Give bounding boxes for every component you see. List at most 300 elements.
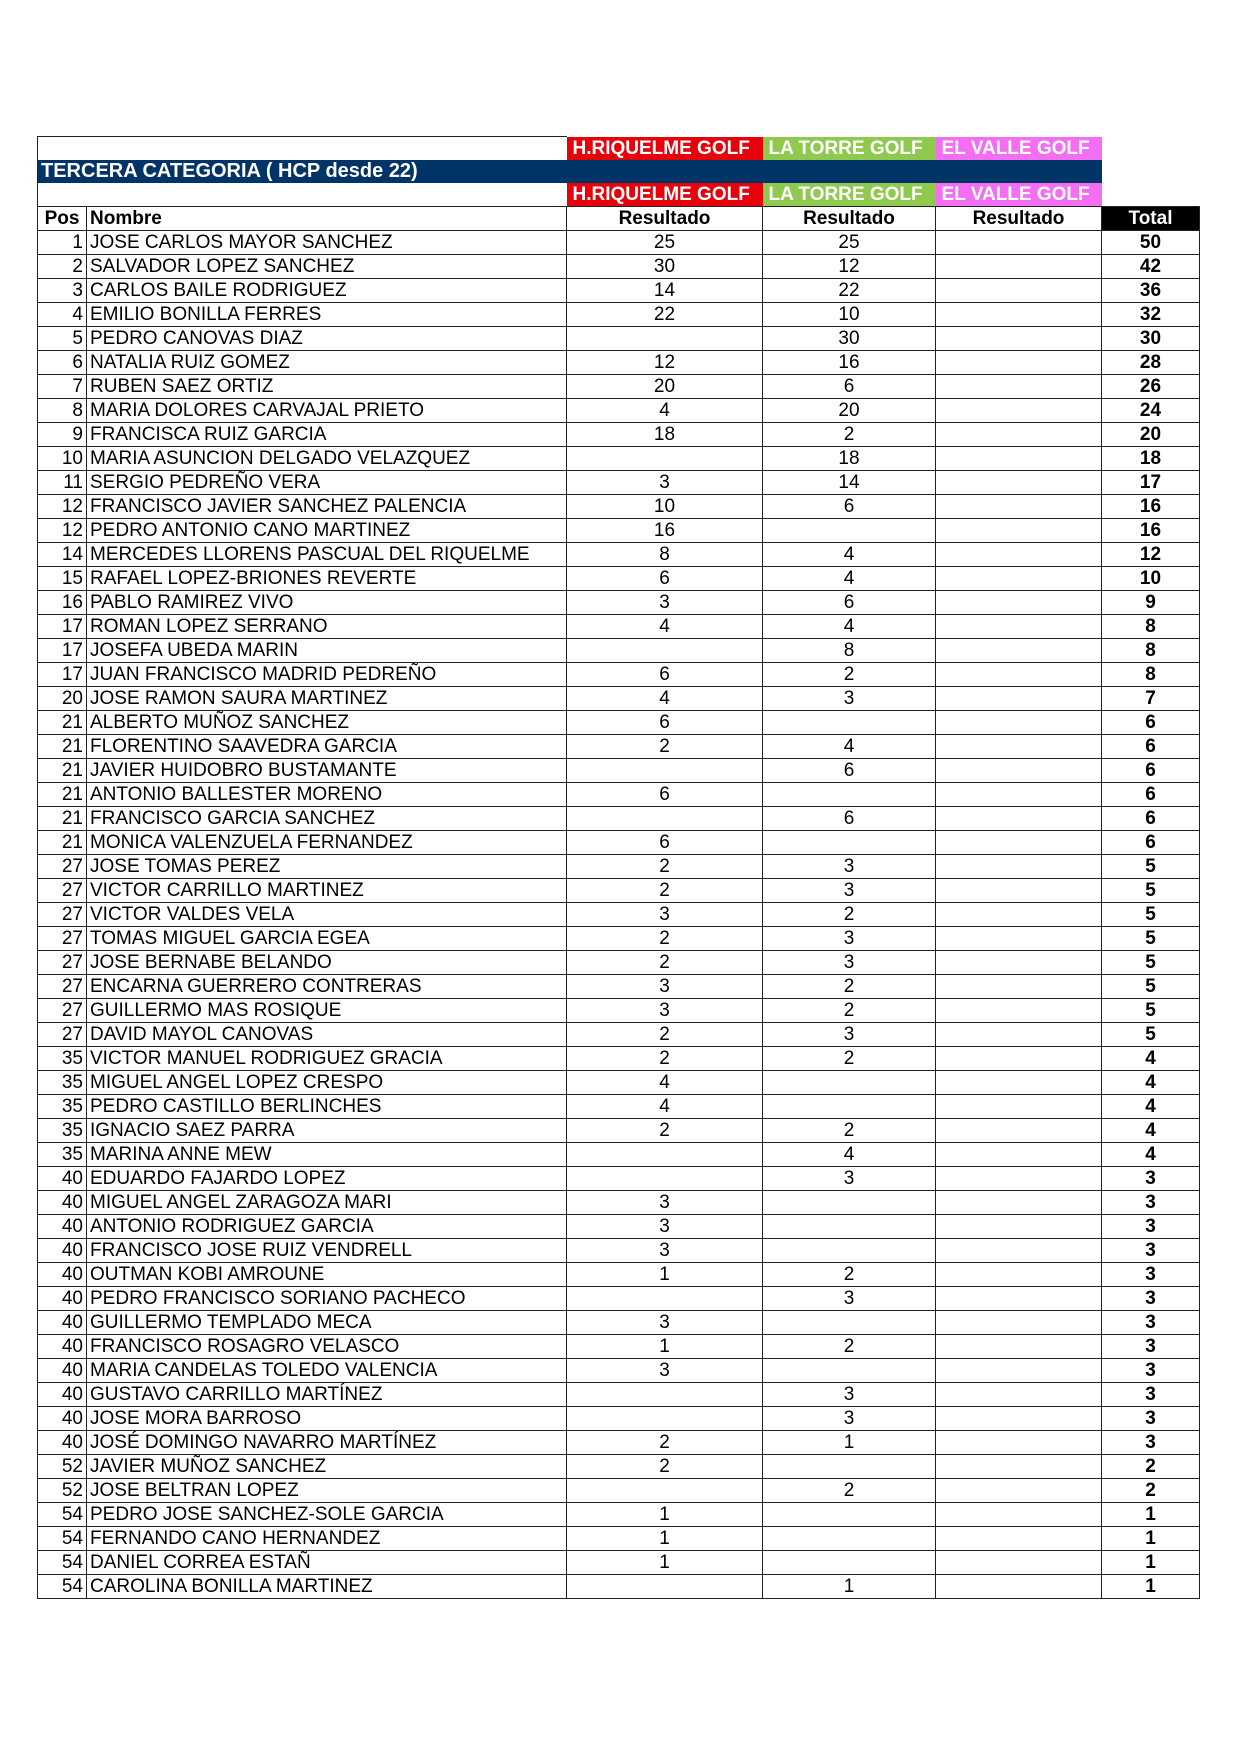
- total-cell: 30: [1102, 326, 1200, 350]
- result-la-torre-cell: 3: [763, 950, 936, 974]
- title-fill: [936, 160, 1102, 183]
- table-row: [38, 254, 1200, 278]
- player-name-cell: FRANCISCO ROSAGRO VELASCO: [87, 1334, 567, 1358]
- result-la-torre-cell: 3: [763, 854, 936, 878]
- player-name-cell: FRANCISCO JAVIER SANCHEZ PALENCIA: [87, 494, 567, 518]
- result-la-torre-cell: [763, 1238, 936, 1262]
- position-cell: 40: [38, 1430, 87, 1454]
- total-cell: 4: [1102, 1142, 1200, 1166]
- result-riquelme-cell: [567, 326, 763, 350]
- total-cell: 5: [1102, 950, 1200, 974]
- player-name-cell: FRANCISCO JOSE RUIZ VENDRELL: [87, 1238, 567, 1262]
- result-la-torre-cell: [763, 830, 936, 854]
- player-name-cell: ROMAN LOPEZ SERRANO: [87, 614, 567, 638]
- header-pos: Pos: [38, 206, 87, 230]
- result-la-torre-cell: 6: [763, 806, 936, 830]
- total-cell: 3: [1102, 1214, 1200, 1238]
- total-cell: 3: [1102, 1190, 1200, 1214]
- result-el-valle-cell: [936, 1550, 1102, 1574]
- blank-cell: [38, 137, 87, 160]
- result-riquelme-cell: 25: [567, 230, 763, 254]
- title-fill: [763, 160, 936, 183]
- table-row: [38, 782, 1200, 806]
- position-cell: 35: [38, 1046, 87, 1070]
- total-cell: 1: [1102, 1526, 1200, 1550]
- position-cell: 21: [38, 782, 87, 806]
- position-cell: 27: [38, 878, 87, 902]
- player-name-cell: PEDRO ANTONIO CANO MARTINEZ: [87, 518, 567, 542]
- result-el-valle-cell: [936, 302, 1102, 326]
- table-row: [38, 422, 1200, 446]
- total-cell: 3: [1102, 1238, 1200, 1262]
- position-cell: 21: [38, 830, 87, 854]
- result-riquelme-cell: [567, 1406, 763, 1430]
- result-el-valle-cell: [936, 758, 1102, 782]
- total-cell: 3: [1102, 1166, 1200, 1190]
- club-subheader-row: [38, 183, 1200, 207]
- standings-table: [37, 136, 1200, 1599]
- result-la-torre-cell: 8: [763, 638, 936, 662]
- table-row: [38, 638, 1200, 662]
- player-name-cell: FERNANDO CANO HERNANDEZ: [87, 1526, 567, 1550]
- player-name-cell: ALBERTO MUÑOZ SANCHEZ: [87, 710, 567, 734]
- position-cell: 12: [38, 518, 87, 542]
- result-riquelme-cell: 1: [567, 1502, 763, 1526]
- position-cell: 52: [38, 1478, 87, 1502]
- result-el-valle-cell: [936, 1574, 1102, 1598]
- table-row: [38, 1334, 1200, 1358]
- total-cell: 50: [1102, 230, 1200, 254]
- result-la-torre-cell: [763, 518, 936, 542]
- result-la-torre-cell: 4: [763, 734, 936, 758]
- position-cell: 11: [38, 470, 87, 494]
- total-cell: 20: [1102, 422, 1200, 446]
- player-name-cell: SERGIO PEDREÑO VERA: [87, 470, 567, 494]
- result-riquelme-cell: 4: [567, 1094, 763, 1118]
- table-row: [38, 302, 1200, 326]
- player-name-cell: JOSE BERNABE BELANDO: [87, 950, 567, 974]
- result-la-torre-cell: 3: [763, 1166, 936, 1190]
- position-cell: 21: [38, 806, 87, 830]
- player-name-cell: CAROLINA BONILLA MARTINEZ: [87, 1574, 567, 1598]
- result-riquelme-cell: 3: [567, 998, 763, 1022]
- result-riquelme-cell: 4: [567, 1070, 763, 1094]
- total-cell: 4: [1102, 1094, 1200, 1118]
- table-row: [38, 446, 1200, 470]
- result-el-valle-cell: [936, 254, 1102, 278]
- result-el-valle-cell: [936, 1454, 1102, 1478]
- result-el-valle-cell: [936, 1502, 1102, 1526]
- result-la-torre-cell: 20: [763, 398, 936, 422]
- result-el-valle-cell: [936, 974, 1102, 998]
- result-riquelme-cell: 8: [567, 542, 763, 566]
- result-la-torre-cell: 30: [763, 326, 936, 350]
- position-cell: 17: [38, 638, 87, 662]
- table-row: [38, 1454, 1200, 1478]
- result-riquelme-cell: [567, 1478, 763, 1502]
- table-row: [38, 1502, 1200, 1526]
- table-row: [38, 398, 1200, 422]
- result-la-torre-cell: [763, 1358, 936, 1382]
- player-name-cell: CARLOS BAILE RODRIGUEZ: [87, 278, 567, 302]
- table-row: [38, 1238, 1200, 1262]
- position-cell: 15: [38, 566, 87, 590]
- header-result-riquelme: Resultado: [567, 206, 763, 230]
- table-row: [38, 878, 1200, 902]
- result-la-torre-cell: 3: [763, 1406, 936, 1430]
- result-riquelme-cell: 30: [567, 254, 763, 278]
- result-la-torre-cell: 2: [763, 1046, 936, 1070]
- blank-cell: [1102, 160, 1200, 183]
- result-el-valle-cell: [936, 518, 1102, 542]
- result-la-torre-cell: 12: [763, 254, 936, 278]
- position-cell: 27: [38, 1022, 87, 1046]
- result-la-torre-cell: 3: [763, 1022, 936, 1046]
- total-cell: 7: [1102, 686, 1200, 710]
- player-name-cell: JOSE RAMON SAURA MARTINEZ: [87, 686, 567, 710]
- result-riquelme-cell: 1: [567, 1526, 763, 1550]
- position-cell: 5: [38, 326, 87, 350]
- total-cell: 16: [1102, 494, 1200, 518]
- position-cell: 40: [38, 1214, 87, 1238]
- header-result-la-torre: Resultado: [763, 206, 936, 230]
- position-cell: 40: [38, 1382, 87, 1406]
- result-la-torre-cell: 6: [763, 374, 936, 398]
- result-la-torre-cell: 2: [763, 1334, 936, 1358]
- table-row: [38, 1358, 1200, 1382]
- player-name-cell: EDUARDO FAJARDO LOPEZ: [87, 1166, 567, 1190]
- table-row: [38, 494, 1200, 518]
- result-la-torre-cell: [763, 782, 936, 806]
- total-cell: 3: [1102, 1382, 1200, 1406]
- result-la-torre-cell: 6: [763, 758, 936, 782]
- player-name-cell: ENCARNA GUERRERO CONTRERAS: [87, 974, 567, 998]
- player-name-cell: TOMAS MIGUEL GARCIA EGEA: [87, 926, 567, 950]
- table-row: [38, 1190, 1200, 1214]
- table-row: [38, 854, 1200, 878]
- total-cell: 16: [1102, 518, 1200, 542]
- result-el-valle-cell: [936, 998, 1102, 1022]
- result-riquelme-cell: 3: [567, 1190, 763, 1214]
- result-la-torre-cell: [763, 1454, 936, 1478]
- result-el-valle-cell: [936, 326, 1102, 350]
- total-cell: 2: [1102, 1478, 1200, 1502]
- result-riquelme-cell: 2: [567, 1118, 763, 1142]
- position-cell: 3: [38, 278, 87, 302]
- total-cell: 8: [1102, 662, 1200, 686]
- position-cell: 40: [38, 1406, 87, 1430]
- table-row: [38, 950, 1200, 974]
- position-cell: 27: [38, 974, 87, 998]
- player-name-cell: FRANCISCA RUIZ GARCIA: [87, 422, 567, 446]
- result-riquelme-cell: 22: [567, 302, 763, 326]
- table-row: [38, 1094, 1200, 1118]
- result-riquelme-cell: 3: [567, 470, 763, 494]
- total-cell: 4: [1102, 1118, 1200, 1142]
- result-la-torre-cell: 2: [763, 662, 936, 686]
- total-cell: 9: [1102, 590, 1200, 614]
- table-row: [38, 1262, 1200, 1286]
- position-cell: 35: [38, 1118, 87, 1142]
- table-row: [38, 1478, 1200, 1502]
- position-cell: 21: [38, 710, 87, 734]
- category-title: TERCERA CATEGORIA ( HCP desde 22): [38, 160, 567, 183]
- player-name-cell: MONICA VALENZUELA FERNANDEZ: [87, 830, 567, 854]
- result-la-torre-cell: 25: [763, 230, 936, 254]
- table-row: [38, 1310, 1200, 1334]
- result-la-torre-cell: [763, 710, 936, 734]
- result-riquelme-cell: 2: [567, 1046, 763, 1070]
- table-row: [38, 758, 1200, 782]
- total-cell: 42: [1102, 254, 1200, 278]
- result-riquelme-cell: [567, 758, 763, 782]
- player-name-cell: JAVIER MUÑOZ SANCHEZ: [87, 1454, 567, 1478]
- result-el-valle-cell: [936, 1262, 1102, 1286]
- result-la-torre-cell: [763, 1526, 936, 1550]
- position-cell: 27: [38, 926, 87, 950]
- table-row: [38, 1214, 1200, 1238]
- player-name-cell: EMILIO BONILLA FERRES: [87, 302, 567, 326]
- standings-sheet: [37, 136, 1200, 1599]
- club-label-el-valle: EL VALLE GOLF: [936, 137, 1102, 160]
- result-riquelme-cell: 2: [567, 878, 763, 902]
- total-cell: 3: [1102, 1358, 1200, 1382]
- result-riquelme-cell: [567, 1382, 763, 1406]
- player-name-cell: VICTOR CARRILLO MARTINEZ: [87, 878, 567, 902]
- position-cell: 20: [38, 686, 87, 710]
- total-cell: 5: [1102, 926, 1200, 950]
- player-name-cell: PEDRO CANOVAS DIAZ: [87, 326, 567, 350]
- result-la-torre-cell: [763, 1502, 936, 1526]
- result-el-valle-cell: [936, 830, 1102, 854]
- result-el-valle-cell: [936, 1238, 1102, 1262]
- result-el-valle-cell: [936, 806, 1102, 830]
- total-cell: 12: [1102, 542, 1200, 566]
- blank-cell: [1102, 137, 1200, 160]
- result-riquelme-cell: 6: [567, 782, 763, 806]
- position-cell: 40: [38, 1238, 87, 1262]
- result-el-valle-cell: [936, 1214, 1102, 1238]
- total-cell: 3: [1102, 1430, 1200, 1454]
- table-row: [38, 1430, 1200, 1454]
- result-la-torre-cell: 2: [763, 902, 936, 926]
- total-cell: 28: [1102, 350, 1200, 374]
- player-name-cell: RUBEN SAEZ ORTIZ: [87, 374, 567, 398]
- position-cell: 1: [38, 230, 87, 254]
- club-label-riquelme: H.RIQUELME GOLF: [567, 137, 763, 160]
- player-name-cell: PEDRO JOSE SANCHEZ-SOLE GARCIA: [87, 1502, 567, 1526]
- total-cell: 6: [1102, 806, 1200, 830]
- position-cell: 8: [38, 398, 87, 422]
- position-cell: 27: [38, 950, 87, 974]
- position-cell: 27: [38, 902, 87, 926]
- player-name-cell: MIGUEL ANGEL LOPEZ CRESPO: [87, 1070, 567, 1094]
- header-total: Total: [1102, 206, 1200, 230]
- position-cell: 35: [38, 1094, 87, 1118]
- player-name-cell: GUILLERMO MAS ROSIQUE: [87, 998, 567, 1022]
- result-la-torre-cell: 10: [763, 302, 936, 326]
- position-cell: 54: [38, 1526, 87, 1550]
- column-header-row: [38, 206, 1200, 230]
- result-el-valle-cell: [936, 230, 1102, 254]
- result-el-valle-cell: [936, 1166, 1102, 1190]
- header-name: Nombre: [87, 206, 567, 230]
- result-el-valle-cell: [936, 1526, 1102, 1550]
- total-cell: 4: [1102, 1046, 1200, 1070]
- table-row: [38, 542, 1200, 566]
- table-row: [38, 902, 1200, 926]
- player-name-cell: PEDRO FRANCISCO SORIANO PACHECO: [87, 1286, 567, 1310]
- club-banner-row: [38, 137, 1200, 160]
- total-cell: 8: [1102, 614, 1200, 638]
- position-cell: 40: [38, 1286, 87, 1310]
- player-name-cell: DANIEL CORREA ESTAÑ: [87, 1550, 567, 1574]
- position-cell: 9: [38, 422, 87, 446]
- player-name-cell: SALVADOR LOPEZ SANCHEZ: [87, 254, 567, 278]
- table-row: [38, 614, 1200, 638]
- total-cell: 10: [1102, 566, 1200, 590]
- result-riquelme-cell: 3: [567, 590, 763, 614]
- table-row: [38, 566, 1200, 590]
- position-cell: 54: [38, 1502, 87, 1526]
- table-row: [38, 1406, 1200, 1430]
- position-cell: 35: [38, 1070, 87, 1094]
- total-cell: 1: [1102, 1502, 1200, 1526]
- table-row: [38, 374, 1200, 398]
- blank-cell: [87, 183, 567, 207]
- total-cell: 3: [1102, 1406, 1200, 1430]
- result-riquelme-cell: [567, 638, 763, 662]
- result-el-valle-cell: [936, 854, 1102, 878]
- result-el-valle-cell: [936, 470, 1102, 494]
- result-el-valle-cell: [936, 278, 1102, 302]
- player-name-cell: NATALIA RUIZ GOMEZ: [87, 350, 567, 374]
- result-la-torre-cell: 16: [763, 350, 936, 374]
- table-row: [38, 1574, 1200, 1598]
- table-row: [38, 590, 1200, 614]
- player-name-cell: MARINA ANNE MEW: [87, 1142, 567, 1166]
- player-name-cell: JOSE CARLOS MAYOR SANCHEZ: [87, 230, 567, 254]
- table-row: [38, 1070, 1200, 1094]
- player-name-cell: PEDRO CASTILLO BERLINCHES: [87, 1094, 567, 1118]
- player-name-cell: JOSEFA UBEDA MARIN: [87, 638, 567, 662]
- position-cell: 16: [38, 590, 87, 614]
- table-row: [38, 806, 1200, 830]
- position-cell: 40: [38, 1334, 87, 1358]
- result-riquelme-cell: 1: [567, 1334, 763, 1358]
- player-name-cell: MARIA DOLORES CARVAJAL PRIETO: [87, 398, 567, 422]
- total-cell: 1: [1102, 1574, 1200, 1598]
- position-cell: 54: [38, 1574, 87, 1598]
- position-cell: 40: [38, 1358, 87, 1382]
- result-el-valle-cell: [936, 590, 1102, 614]
- result-el-valle-cell: [936, 1142, 1102, 1166]
- result-riquelme-cell: 3: [567, 1214, 763, 1238]
- total-cell: 6: [1102, 758, 1200, 782]
- table-row: [38, 350, 1200, 374]
- result-la-torre-cell: 2: [763, 1262, 936, 1286]
- result-el-valle-cell: [936, 1406, 1102, 1430]
- player-name-cell: IGNACIO SAEZ PARRA: [87, 1118, 567, 1142]
- result-riquelme-cell: 18: [567, 422, 763, 446]
- table-row: [38, 830, 1200, 854]
- result-el-valle-cell: [936, 566, 1102, 590]
- total-cell: 3: [1102, 1334, 1200, 1358]
- result-riquelme-cell: 1: [567, 1262, 763, 1286]
- result-la-torre-cell: 4: [763, 566, 936, 590]
- table-row: [38, 1142, 1200, 1166]
- total-cell: 8: [1102, 638, 1200, 662]
- result-el-valle-cell: [936, 1046, 1102, 1070]
- result-la-torre-cell: 6: [763, 494, 936, 518]
- total-cell: 5: [1102, 998, 1200, 1022]
- result-la-torre-cell: 2: [763, 974, 936, 998]
- result-la-torre-cell: [763, 1094, 936, 1118]
- result-el-valle-cell: [936, 422, 1102, 446]
- result-riquelme-cell: [567, 1166, 763, 1190]
- result-la-torre-cell: [763, 1190, 936, 1214]
- result-la-torre-cell: [763, 1310, 936, 1334]
- result-la-torre-cell: 3: [763, 1382, 936, 1406]
- player-name-cell: JUAN FRANCISCO MADRID PEDREÑO: [87, 662, 567, 686]
- result-el-valle-cell: [936, 398, 1102, 422]
- result-el-valle-cell: [936, 1334, 1102, 1358]
- result-riquelme-cell: 4: [567, 686, 763, 710]
- result-riquelme-cell: 6: [567, 710, 763, 734]
- table-row: [38, 734, 1200, 758]
- position-cell: 40: [38, 1166, 87, 1190]
- result-riquelme-cell: 4: [567, 614, 763, 638]
- result-el-valle-cell: [936, 1310, 1102, 1334]
- result-la-torre-cell: 6: [763, 590, 936, 614]
- position-cell: 10: [38, 446, 87, 470]
- total-cell: 6: [1102, 710, 1200, 734]
- result-el-valle-cell: [936, 494, 1102, 518]
- total-cell: 6: [1102, 830, 1200, 854]
- total-cell: 18: [1102, 446, 1200, 470]
- total-cell: 26: [1102, 374, 1200, 398]
- result-la-torre-cell: 22: [763, 278, 936, 302]
- result-el-valle-cell: [936, 710, 1102, 734]
- table-row: [38, 1166, 1200, 1190]
- result-riquelme-cell: 2: [567, 734, 763, 758]
- position-cell: 14: [38, 542, 87, 566]
- total-cell: 17: [1102, 470, 1200, 494]
- player-name-cell: DAVID MAYOL CANOVAS: [87, 1022, 567, 1046]
- result-riquelme-cell: 3: [567, 1310, 763, 1334]
- result-el-valle-cell: [936, 950, 1102, 974]
- player-name-cell: JAVIER HUIDOBRO BUSTAMANTE: [87, 758, 567, 782]
- table-row: [38, 926, 1200, 950]
- table-row: [38, 1550, 1200, 1574]
- result-el-valle-cell: [936, 1358, 1102, 1382]
- total-cell: 6: [1102, 782, 1200, 806]
- player-name-cell: GUILLERMO TEMPLADO MECA: [87, 1310, 567, 1334]
- result-riquelme-cell: 6: [567, 566, 763, 590]
- result-la-torre-cell: 4: [763, 542, 936, 566]
- result-la-torre-cell: 14: [763, 470, 936, 494]
- result-la-torre-cell: 2: [763, 998, 936, 1022]
- result-riquelme-cell: 3: [567, 902, 763, 926]
- total-cell: 24: [1102, 398, 1200, 422]
- table-row: [38, 1022, 1200, 1046]
- result-el-valle-cell: [936, 1382, 1102, 1406]
- total-cell: 5: [1102, 902, 1200, 926]
- position-cell: 2: [38, 254, 87, 278]
- total-cell: 5: [1102, 974, 1200, 998]
- total-cell: 3: [1102, 1286, 1200, 1310]
- result-el-valle-cell: [936, 662, 1102, 686]
